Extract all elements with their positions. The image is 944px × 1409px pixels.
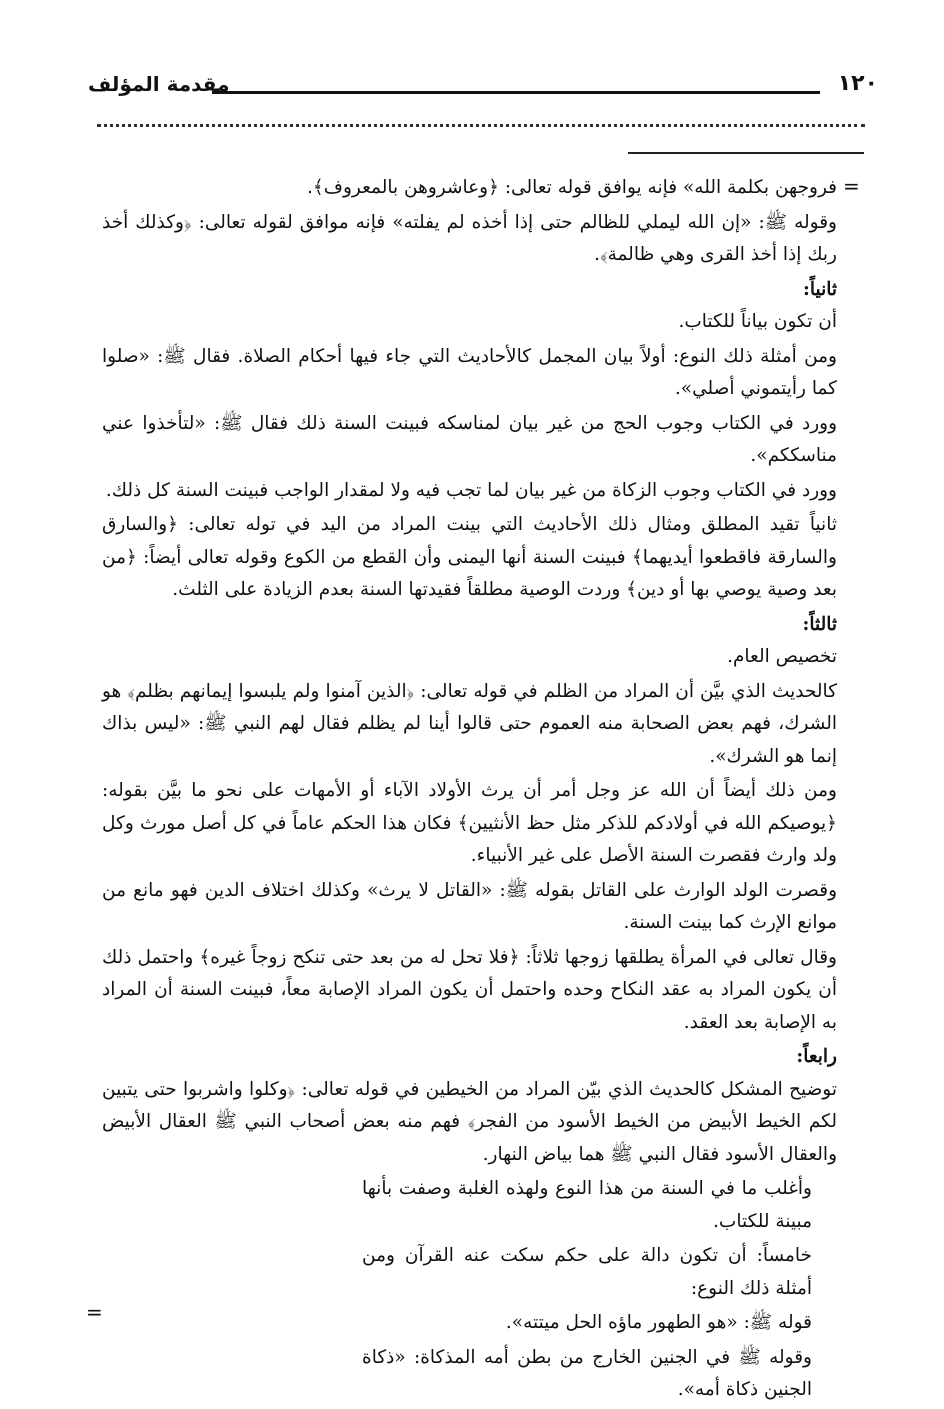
paragraph: ثانياً تقيد المطلق ومثال ذلك الأحاديث التي بينت المراد من اليد في توله تعالى: ﴿والسارق والسارقة فاقطعوا أيديهما﴾ فبينت السنة أنها اليمنى وأن القطع من الكوع وقوله تعالى أيضاً: ﴿من بعد وصية يوصي بها أو دين﴾ وردت الوصية مطلقاً فقيدتها السنة بعدم الزيادة على الثلث. xyxy=(102,514,837,600)
page-number: ١٢٠ xyxy=(837,71,878,96)
paragraph: قوله ﷺ: «هو الطهور ماؤه الحل ميتته». xyxy=(505,1312,812,1333)
paragraph: أن تكون بياناً للكتاب. xyxy=(678,311,837,332)
footnote-rule xyxy=(628,152,864,154)
continuation-mark-top: = xyxy=(843,174,860,198)
section-heading-second: ثانياً: xyxy=(803,278,837,300)
body-text xyxy=(102,172,837,1409)
paragraph: خامساً: أن تكون دالة على حكم سكت عنه القرآن ومن أمثلة ذلك النوع: xyxy=(362,1245,812,1299)
paragraph: وأغلب ما في السنة من هذا النوع ولهذه الغلبة وصفت بأنها مبينة للكتاب. xyxy=(362,1178,812,1232)
continuation-mark-bottom: = xyxy=(86,1300,103,1324)
paragraph: وورد في الكتاب وجوب الحج من غير بيان لمناسكه فبينت السنة ذلك فقال ﷺ: «لتأخذوا عني مناسككم». xyxy=(102,412,837,466)
paragraph: ومن ذلك أيضاً أن الله عز وجل أمر أن يرث الأولاد الآباء أو الأمهات على نحو ما بيَّن بقوله: ﴿يوصيكم الله في أولادكم للذكر مثل حظ الأنثيين﴾ فكان هذا الحكم عاماً في كل أصل مورث وكل ولد وارث فقصرت السنة الأصل على غير الأنبياء. xyxy=(102,780,837,866)
header-rule xyxy=(212,91,820,94)
paragraph: وقصرت الولد الوارث على القاتل بقوله ﷺ: «القاتل لا يرث» وكذلك اختلاف الدين فهو مانع من موانع الإرث كما بينت السنة. xyxy=(102,879,837,933)
paragraph: وورد في الكتاب وجوب الزكاة من غير بيان لما تجب فيه ولا لمقدار الواجب فبينت السنة كل ذلك. xyxy=(105,479,837,501)
running-header xyxy=(88,66,878,106)
paragraph: توضيح المشكل كالحديث الذي بيّن المراد من الخيطين في قوله تعالى: ﴿وكلوا واشربوا حتى يتبين لكم الخيط الأبيض من الخيط الأسود من الفجر﴾ فهم منه بعض أصحاب النبي ﷺ العقال الأبيض والعقال الأسود فقال النبي ﷺ هما بياض النهار. xyxy=(102,1078,837,1165)
paragraph: وقال تعالى في المرأة يطلقها زوجها ثلاثاً: ﴿فلا تحل له من بعد حتى تنكح زوجاً غيره﴾ واحتمل ذلك أن يكون المراد به عقد النكاح وحده واحتمل أن يكون المراد الإصابة معاً، فبينت السنة أن المراد به الإصابة بعد العقد. xyxy=(102,946,837,1033)
paragraph: ومن أمثلة ذلك النوع: أولاً بيان المجمل كالأحاديث التي جاء فيها أحكام الصلاة. فقال ﷺ: «صلوا كما رأيتموني أصلي». xyxy=(102,345,837,399)
running-title: مقدمة المؤلف xyxy=(88,72,230,96)
dotted-separator xyxy=(97,124,865,127)
paragraph: وقوله ﷺ في الجنين الخارج من بطن أمه المذكاة: «ذكاة الجنين ذكاة أمه». xyxy=(362,1346,812,1400)
paragraph: وقوله ﷺ: «إن الله ليملي للظالم حتى إذا أخذه لم يفلته» فإنه موافق لقوله تعالى: ﴿وكذلك أخذ ربك إذا أخذ القرى وهي ظالمة﴾. xyxy=(102,211,837,265)
paragraph: كالحديث الذي بيَّن أن المراد من الظلم في قوله تعالى: ﴿الذين آمنوا ولم يلبسوا إيمانهم بظلم﴾ هو الشرك، فهم بعض الصحابة منه العموم حتى قالوا أينا لم يظلم فقال لهم النبي ﷺ: «ليس بذاك إنما هو الشرك». xyxy=(102,680,837,767)
paragraph: فروجهن بكلمة الله» فإنه يوافق قوله تعالى: ﴿وعاشروهن بالمعروف﴾. xyxy=(307,177,837,198)
section-heading-fourth: رابعاً: xyxy=(796,1046,837,1067)
paragraph: تخصيص العام. xyxy=(727,646,837,667)
section-heading-third: ثالثاً: xyxy=(802,613,837,635)
